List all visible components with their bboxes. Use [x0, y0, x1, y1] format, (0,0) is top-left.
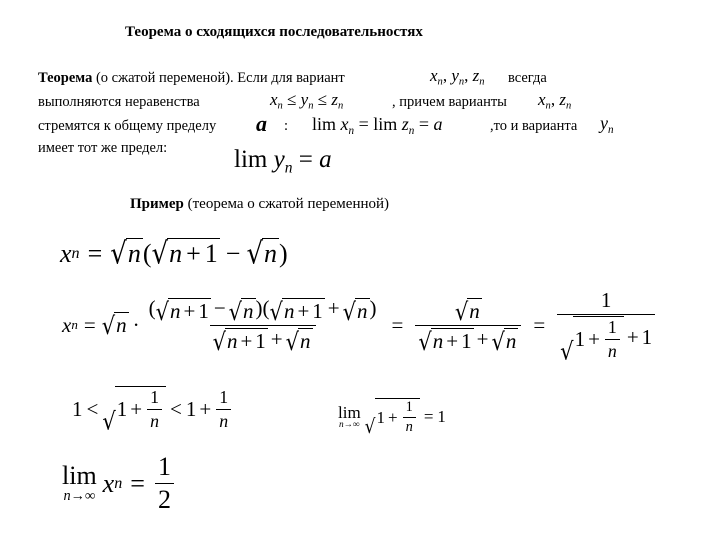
theorem-line-3-text: стремятся к общему пределу [38, 118, 217, 134]
equation-3-bounds: 1 < √ 1 + $\frac{1}{n}$ < 1 + $\frac{1}{n}$ [72, 386, 233, 432]
equation-4-limit: lim n→∞ √ 1 + $\frac{1}{n}$ = 1 [338, 399, 446, 439]
theorem-line-1 [38, 70, 345, 87]
formula-inequality: $x_n \le y_n \le z_n$ [270, 90, 344, 112]
fraction-conjugate: ( √ n + 1 − √ n )( √ n + 1 + √ n ) √ n + 1 + √ n [148, 296, 377, 356]
alpha-symbol: a [256, 111, 267, 136]
formula-variants-xz: $x_n$, $z_n$ [538, 90, 572, 112]
formula-common-limit: $\lim x_n = \lim z_n = a$ [312, 114, 443, 137]
example-heading: Пример (теорема о сжатой переменной) [130, 196, 390, 212]
formula-variants-xyz: $x_n$, $y_n$, $z_n$ [430, 66, 485, 88]
theorem-line-2-end: , причем варианты [392, 94, 507, 110]
equation-5-result: lim n→∞ x n = $\frac{1}{2}$ [62, 452, 176, 515]
formula-variant-y: $y_n$ [600, 113, 614, 136]
theorem-heading: Теорема [38, 70, 93, 86]
theorem-line-3-end: ,то и варианта [490, 118, 578, 134]
equation-2: x n = √ n · ( √ n + 1 − √ n )( √ n + 1 + √ n ) √ n + 1 + √ n = √ n √ n + 1 + √ n = 1 √ 1 + $\frac{1}{n}$ + 1 [62, 288, 657, 362]
formula-limit-y: $\lim y_n = a$ [234, 146, 332, 177]
theorem-line-4-text: имеет тот же предел: [38, 140, 168, 156]
page-title: Теорема о сходящихся последовательностях [125, 24, 423, 40]
theorem-line-1-end: всегда [508, 70, 547, 86]
theorem-line-1-text: (о сжатой переменой). Если для вариант [92, 70, 345, 86]
fraction-final: 1 √ 1 + $\frac{1}{n}$ + 1 [557, 288, 655, 362]
equation-1: x n = √ n ( √ n + 1 − √ n ) [60, 236, 288, 272]
theorem-line-2-text: выполняются неравенства [38, 94, 200, 110]
fraction-simplified: √ n √ n + 1 + √ n [415, 296, 521, 353]
theorem-colon: : [284, 118, 289, 134]
